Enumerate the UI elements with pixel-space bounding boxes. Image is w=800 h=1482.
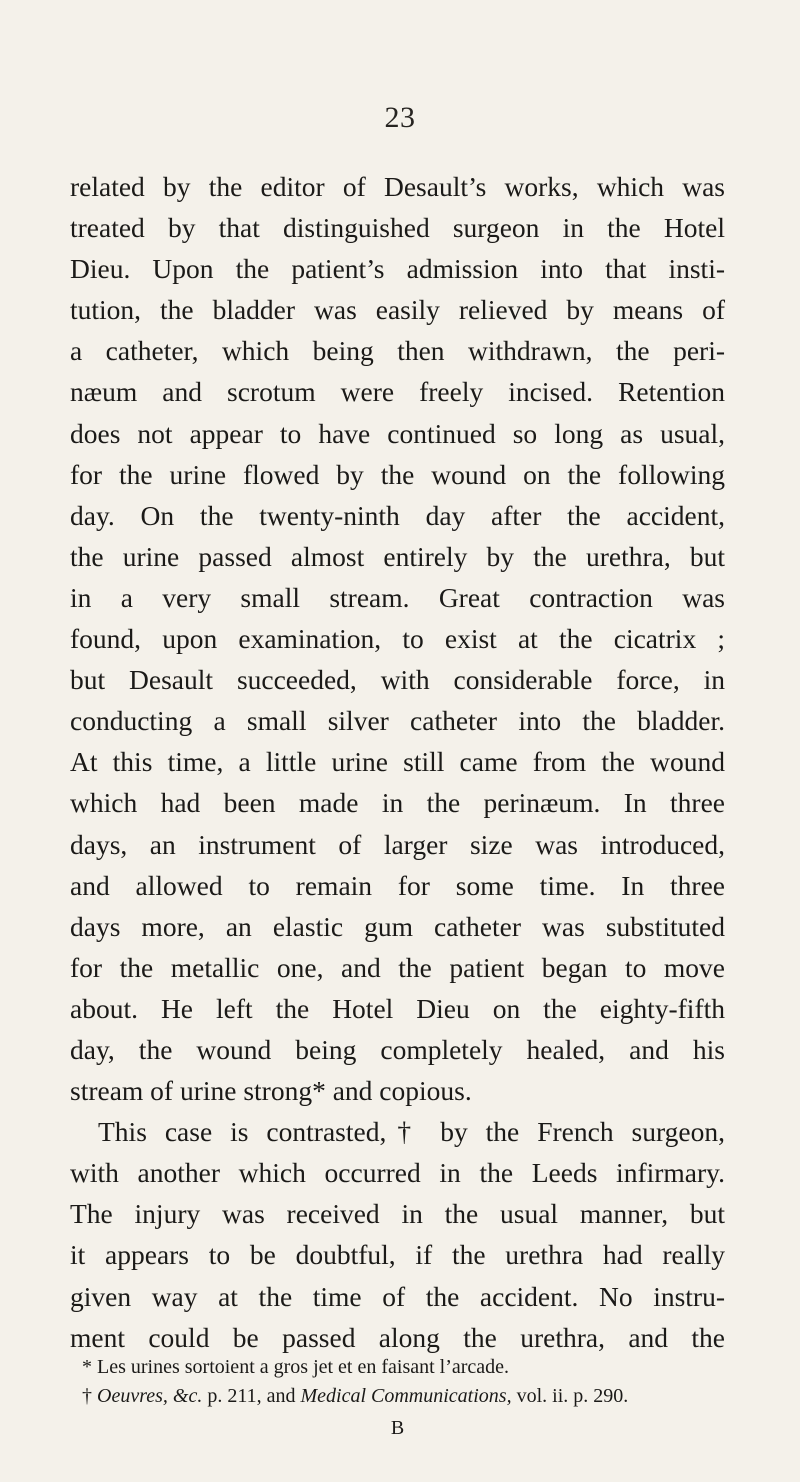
text-line: found, upon examination, to exist at the cicatrix ; — [70, 623, 725, 655]
text-line: in a very small stream. Great contraction was — [70, 581, 725, 613]
text-line: stream of urine strong* and copious. — [70, 1075, 472, 1107]
footnote-page-ref: p. 211, and — [207, 1385, 296, 1407]
footnote-dagger: † — [82, 1385, 92, 1407]
text-line: næum and scrotum were freely incised. Retention — [70, 376, 725, 408]
text-line: about. He left the Hotel Dieu on the eighty-fifth — [70, 992, 725, 1024]
footnote-volume-ref: vol. ii. p. 290. — [516, 1385, 629, 1407]
text-line: days, an instrument of larger size was introduced, — [70, 828, 725, 860]
text-line: tution, the bladder was easily relieved by means of — [70, 294, 725, 326]
text-line: The injury was received in the usual manner, but — [70, 1198, 725, 1230]
text-line: given way at the time of the accident. No instru- — [70, 1280, 725, 1312]
text-line: days more, an elastic gum catheter was substituted — [70, 910, 725, 942]
text-line: which had been made in the perinæum. In three — [70, 787, 725, 819]
text-line: but Desault succeeded, with considerable force, in — [70, 664, 725, 696]
text-line: it appears to be doubtful, if the urethra had really — [70, 1239, 725, 1271]
text-line: conducting a small silver catheter into the bladder. — [70, 705, 725, 737]
text-line: day. On the twenty-ninth day after the accident, — [70, 499, 725, 531]
text-line: for the metallic one, and the patient began to move — [70, 951, 725, 983]
text-line: the urine passed almost entirely by the urethra, but — [70, 540, 725, 572]
footnote-work-title: Oeuvres, &c. — [97, 1385, 203, 1407]
text-line: a catheter, which being then withdrawn, the peri- — [70, 335, 725, 367]
text-line: for the urine flowed by the wound on the following — [70, 458, 725, 490]
text-line: ment could be passed along the urethra, and the — [70, 1321, 725, 1353]
signature-mark: B — [390, 1417, 405, 1439]
footnote-1: * Les urines sortoient a gros jet et en faisant l’arcade. — [82, 1356, 510, 1378]
text-line: with another which occurred in the Leeds infirmary. — [70, 1157, 725, 1189]
text-line: This case is contrasted,† by the French surgeon, — [98, 1116, 725, 1148]
text-line: does not appear to have continued so long as usual, — [70, 417, 725, 449]
page-number: 23 — [384, 101, 416, 134]
footnote-source-title: Medical Communications, — [300, 1385, 512, 1407]
text-line: related by the editor of Desault’s works, which was — [70, 171, 725, 202]
text-line: Dieu. Upon the patient’s admission into that insti- — [70, 253, 725, 285]
body-text — [70, 166, 725, 1358]
text-line: At this time, a little urine still came from the wound — [70, 746, 725, 778]
text-line: and allowed to remain for some time. In three — [70, 869, 725, 901]
footnotes — [70, 1353, 725, 1411]
text-line: treated by that distinguished surgeon in the Hotel — [70, 212, 725, 244]
footnote-2 — [70, 1382, 725, 1411]
text-line: day, the wound being completely healed, and his — [70, 1033, 725, 1065]
